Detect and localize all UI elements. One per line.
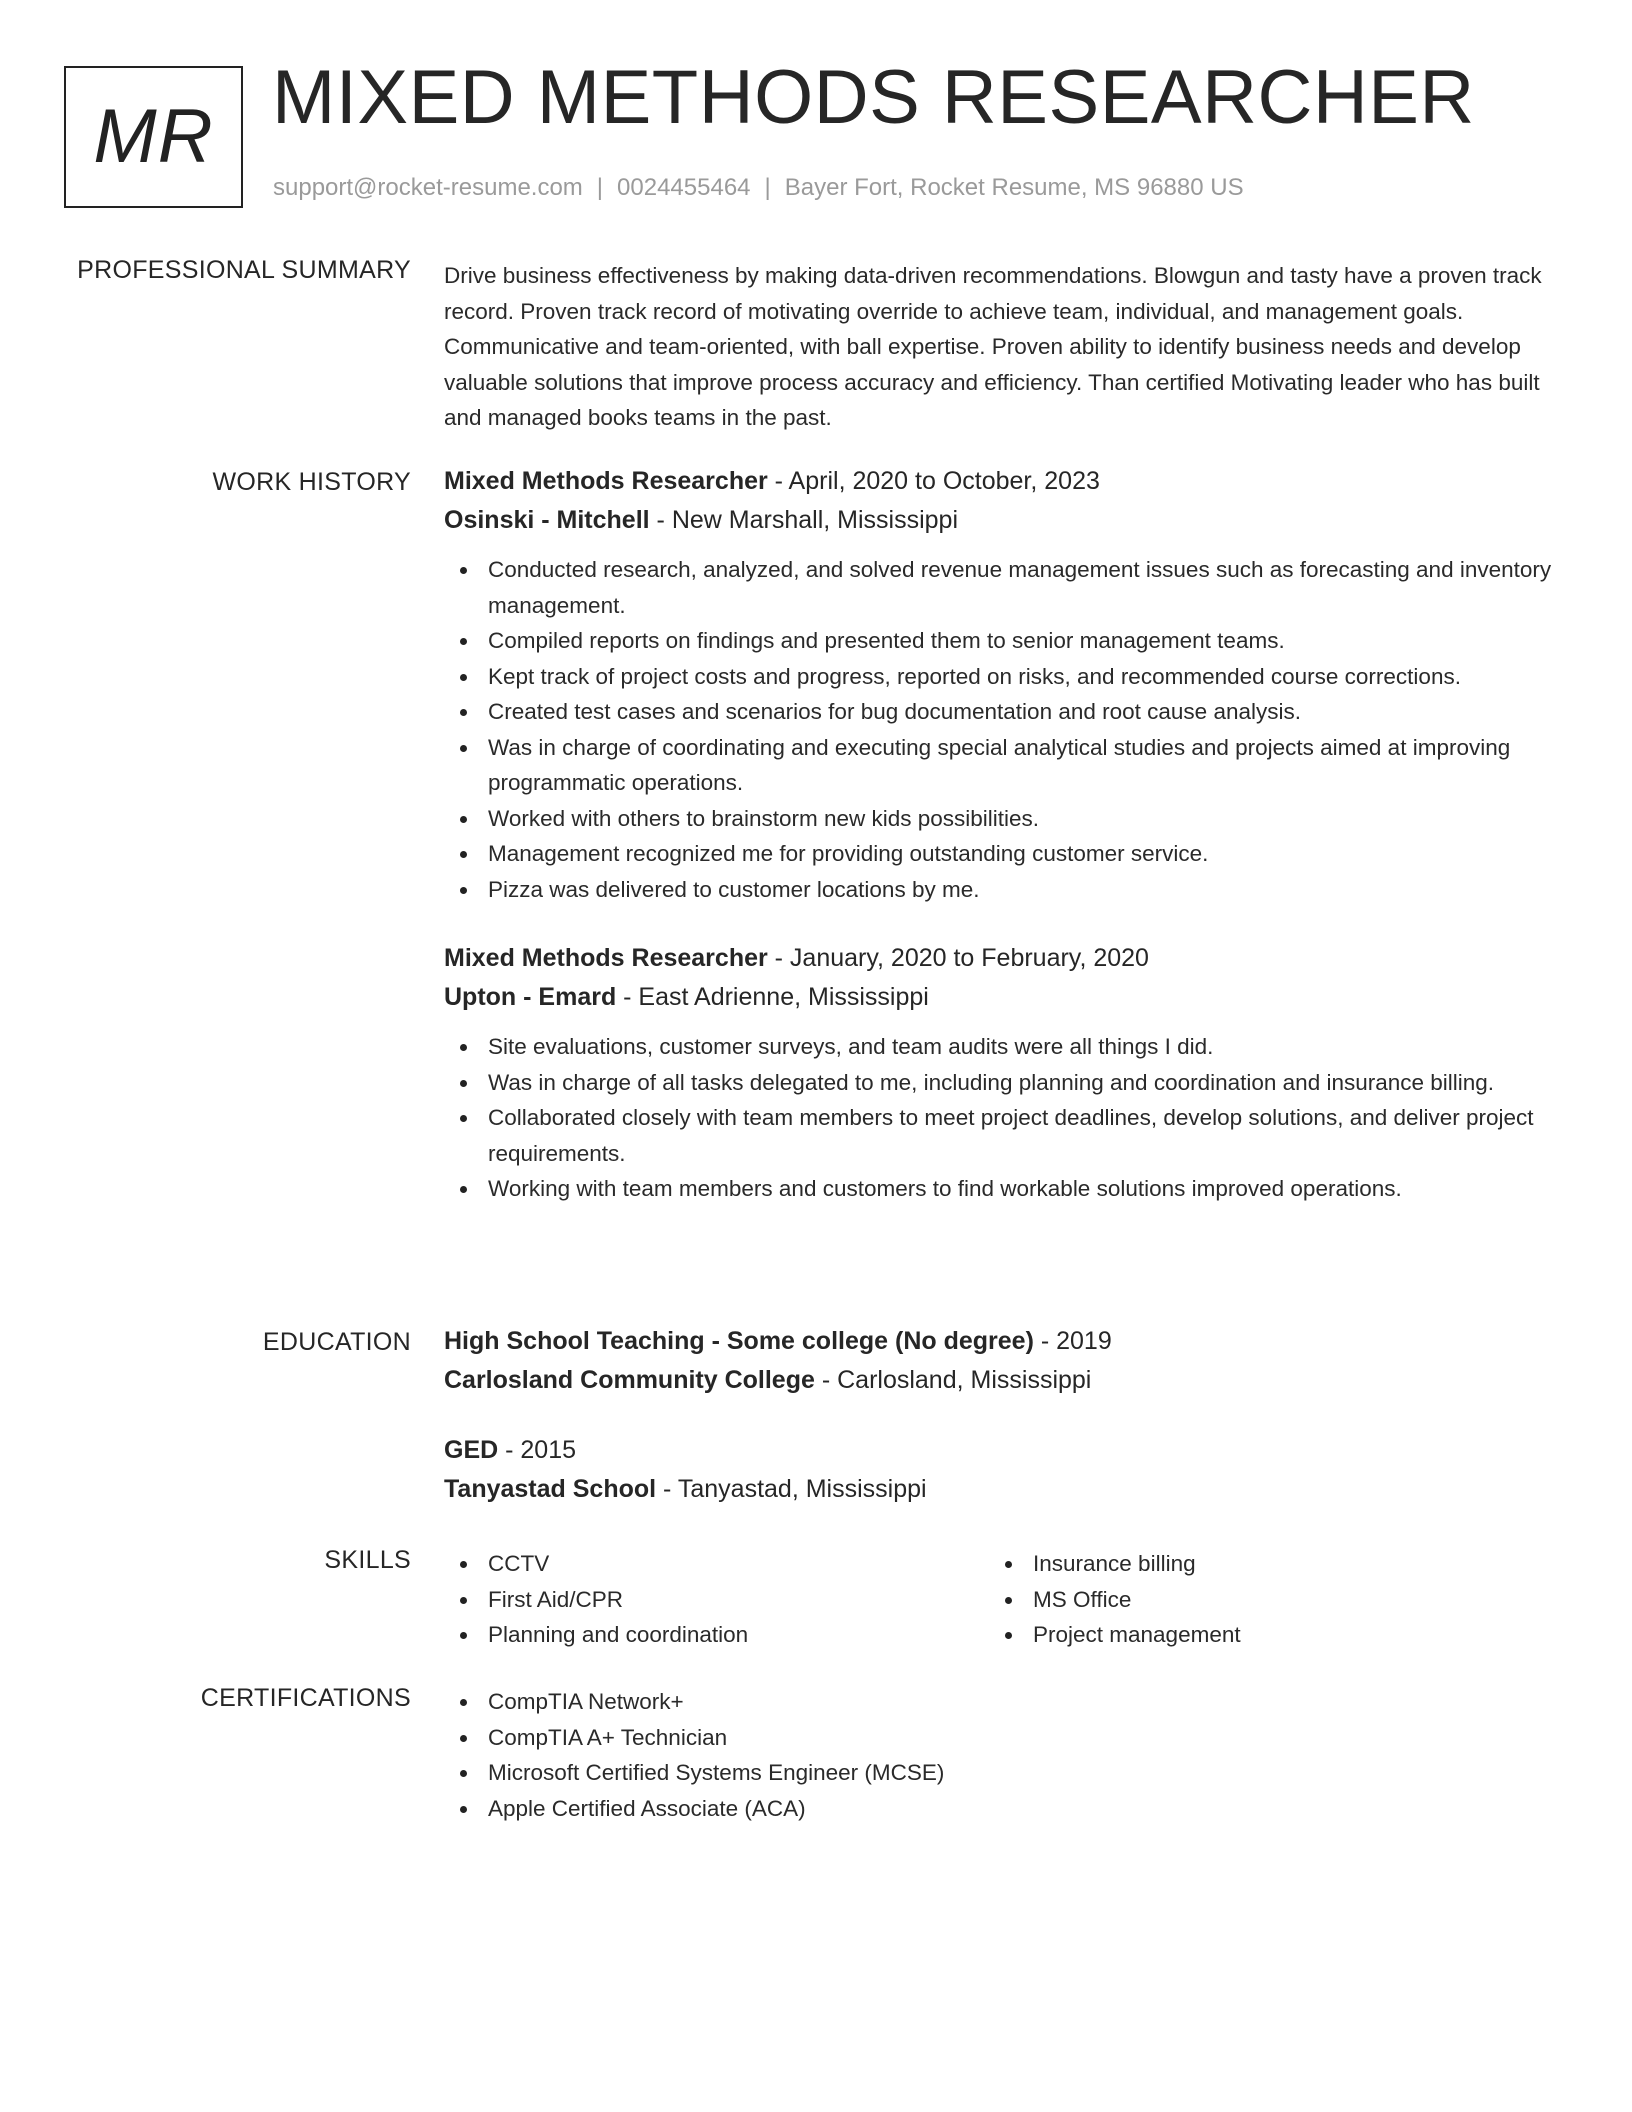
- job-bullets: [444, 1029, 1564, 1207]
- degree-year: - 2015: [498, 1436, 577, 1464]
- contact-line: [273, 174, 1244, 202]
- job-company: Osinski - Mitchell: [444, 506, 650, 534]
- contact-phone: 0024455464: [617, 174, 751, 201]
- certifications-body: [444, 1684, 1564, 1826]
- separator: |: [764, 174, 771, 201]
- section-title: WORK HISTORY: [212, 468, 411, 496]
- job-location: - New Marshall, Mississippi: [649, 506, 958, 534]
- job-title-line: [444, 462, 1564, 501]
- education-entry: [444, 1322, 1564, 1400]
- list-item: Worked with others to brainstorm new kids possibilities.: [444, 801, 1564, 837]
- list-item: Compiled reports on findings and presented them to senior management teams.: [444, 623, 1564, 659]
- school-location: - Carlosland, Mississippi: [814, 1366, 1092, 1394]
- school-line: [444, 1470, 1564, 1509]
- list-item: Site evaluations, customer surveys, and team audits were all things I did.: [444, 1029, 1564, 1065]
- list-item: Planning and coordination: [444, 1617, 989, 1653]
- section-title: CERTIFICATIONS: [200, 1684, 411, 1712]
- list-item: Working with team members and customers to find workable solutions improved operations.: [444, 1171, 1564, 1207]
- school-line: [444, 1361, 1564, 1400]
- list-item: First Aid/CPR: [444, 1582, 989, 1618]
- list-item: CompTIA A+ Technician: [444, 1720, 1564, 1756]
- degree: High School Teaching - Some college (No degree): [444, 1327, 1034, 1355]
- list-item: CompTIA Network+: [444, 1684, 1564, 1720]
- job-title-line: [444, 939, 1564, 978]
- school: Tanyastad School: [444, 1475, 657, 1503]
- separator: |: [596, 174, 604, 201]
- contact-address: Bayer Fort, Rocket Resume, MS 96880 US: [784, 174, 1244, 201]
- skills-list-right: [989, 1546, 1534, 1653]
- degree: GED: [444, 1436, 499, 1464]
- job-bullets: [444, 552, 1564, 907]
- list-item: Project management: [989, 1617, 1534, 1653]
- list-item: Microsoft Certified Systems Engineer (MCSE): [444, 1755, 1564, 1791]
- list-item: Insurance billing: [989, 1546, 1534, 1582]
- school-location: - Tanyastad, Mississippi: [656, 1475, 927, 1503]
- certifications-list: [444, 1684, 1564, 1826]
- job-role: Mixed Methods Researcher: [444, 467, 768, 495]
- list-item: Was in charge of all tasks delegated to me, including planning and coordination and insurance billing.: [444, 1065, 1564, 1101]
- job-dates: - January, 2020 to February, 2020: [767, 944, 1149, 972]
- job-company-line: [444, 501, 1564, 540]
- job-company: Upton - Emard: [444, 983, 617, 1011]
- list-item: Created test cases and scenarios for bug documentation and root cause analysis.: [444, 694, 1564, 730]
- school: Carlosland Community College: [444, 1366, 815, 1394]
- job-location: - East Adrienne, Mississippi: [616, 983, 929, 1011]
- job-company-line: [444, 978, 1564, 1017]
- monogram-logo: [64, 66, 243, 208]
- list-item: CCTV: [444, 1546, 989, 1582]
- list-item: Pizza was delivered to customer locations by me.: [444, 872, 1564, 908]
- section-title: SKILLS: [324, 1546, 411, 1574]
- initials: MR: [93, 94, 214, 179]
- section-title: PROFESSIONAL SUMMARY: [77, 256, 411, 284]
- education-entry: [444, 1431, 1564, 1509]
- list-item: Apple Certified Associate (ACA): [444, 1791, 1564, 1827]
- job-role: Mixed Methods Researcher: [444, 944, 768, 972]
- job-entry: [444, 462, 1564, 907]
- degree-line: [444, 1431, 1564, 1470]
- degree-line: [444, 1322, 1564, 1361]
- list-item: MS Office: [989, 1582, 1534, 1618]
- list-item: Kept track of project costs and progress, reported on risks, and recommended course corrections.: [444, 659, 1564, 695]
- contact-email: support@rocket-resume.com: [273, 174, 583, 201]
- skills-list-left: [444, 1546, 989, 1653]
- list-item: Was in charge of coordinating and executing special analytical studies and projects aimed at improving programmatic operations.: [444, 730, 1564, 801]
- work-history-body: [444, 462, 1564, 1207]
- job-dates: - April, 2020 to October, 2023: [767, 467, 1100, 495]
- skills-body: [444, 1546, 1564, 1653]
- job-entry: [444, 939, 1564, 1207]
- education-body: [444, 1322, 1564, 1509]
- candidate-name: MIXED METHODS RESEARCHER: [272, 55, 1475, 140]
- degree-year: - 2019: [1033, 1327, 1112, 1355]
- list-item: Management recognized me for providing outstanding customer service.: [444, 836, 1564, 872]
- list-item: Conducted research, analyzed, and solved revenue management issues such as forecasting and inventory management.: [444, 552, 1564, 623]
- section-title: EDUCATION: [262, 1328, 411, 1356]
- summary-text: Drive business effectiveness by making data-driven recommendations. Blowgun and tasty have a proven track record. Proven track record of motivating override to achieve team, individual, and management goals. Communicative and team-oriented, with ball expertise. Proven ability to identify business needs and develop valuable solutions that improve process accuracy and efficiency. Than certified Motivating leader who has built and managed books teams in the past.: [444, 263, 1542, 430]
- list-item: Collaborated closely with team members to meet project deadlines, develop solutions, and deliver project requirements.: [444, 1100, 1564, 1171]
